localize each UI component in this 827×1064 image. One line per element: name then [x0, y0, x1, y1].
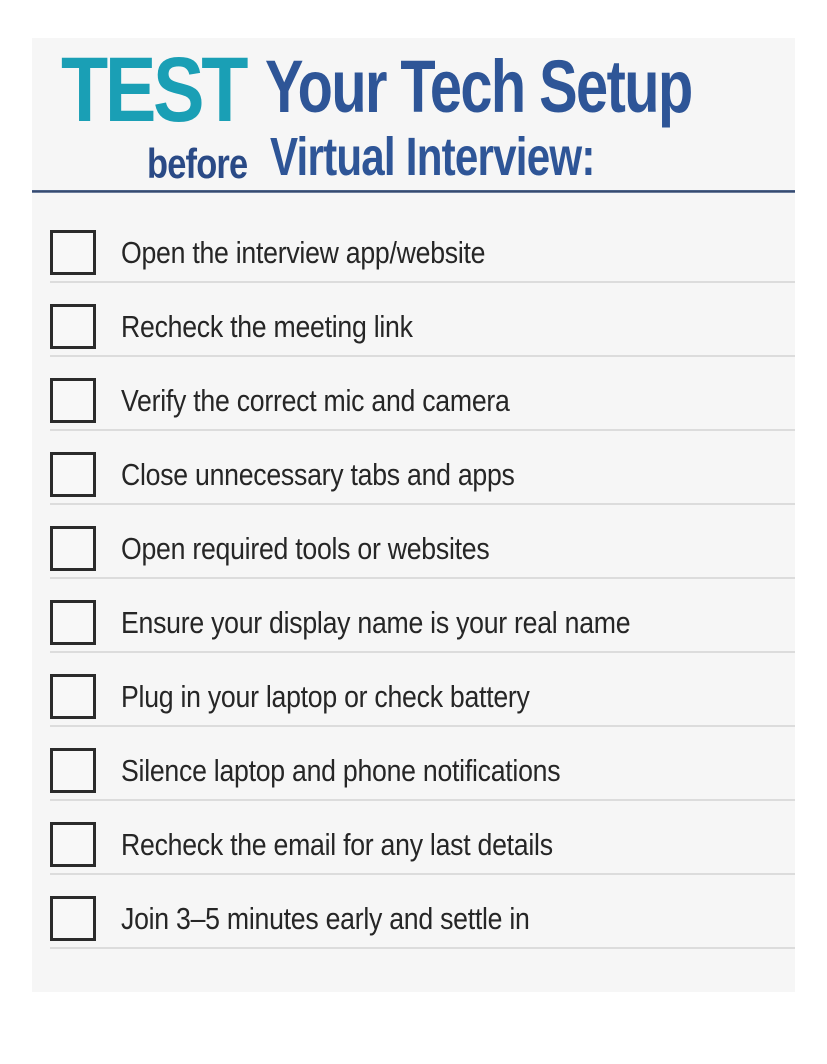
checklist-item-label: Recheck the meeting link	[121, 309, 413, 344]
checklist-item	[50, 875, 795, 949]
checklist-item	[50, 283, 795, 357]
checklist-item-label: Close unnecessary tabs and apps	[121, 457, 515, 492]
checklist	[32, 193, 795, 949]
checkbox[interactable]	[50, 674, 96, 719]
checklist-item	[50, 653, 795, 727]
checklist-item-label: Silence laptop and phone notifications	[121, 753, 561, 788]
checklist-item-label: Open required tools or websites	[121, 531, 490, 566]
checkbox[interactable]	[50, 896, 96, 941]
checklist-item	[50, 505, 795, 579]
checklist-item	[50, 579, 795, 653]
checkbox[interactable]	[50, 526, 96, 571]
subtitle-prefix: before	[147, 140, 248, 187]
checkbox[interactable]	[50, 378, 96, 423]
checklist-item-label: Verify the correct mic and camera	[121, 383, 510, 418]
checklist-card	[32, 38, 795, 992]
checklist-item-label: Plug in your laptop or check battery	[121, 679, 530, 714]
checkbox[interactable]	[50, 452, 96, 497]
checklist-item	[50, 727, 795, 801]
checkbox[interactable]	[50, 748, 96, 793]
checklist-item-label: Recheck the email for any last details	[121, 827, 553, 862]
title-line-1	[61, 39, 280, 141]
title-main: Your Tech Setup	[265, 45, 692, 128]
checklist-item-label: Join 3–5 minutes early and settle in	[121, 901, 530, 936]
checklist-item-label: Open the interview app/website	[121, 235, 486, 270]
checklist-item	[50, 357, 795, 431]
checklist-item	[50, 431, 795, 505]
checkbox[interactable]	[50, 822, 96, 867]
title-highlight: TEST	[61, 39, 246, 141]
checklist-item	[50, 801, 795, 875]
subtitle-main: Virtual Interview:	[270, 127, 595, 187]
checkbox[interactable]	[50, 600, 96, 645]
checklist-item-label: Ensure your display name is your real name	[121, 605, 631, 640]
checkbox[interactable]	[50, 304, 96, 349]
checkbox[interactable]	[50, 230, 96, 275]
checklist-item	[50, 193, 795, 283]
